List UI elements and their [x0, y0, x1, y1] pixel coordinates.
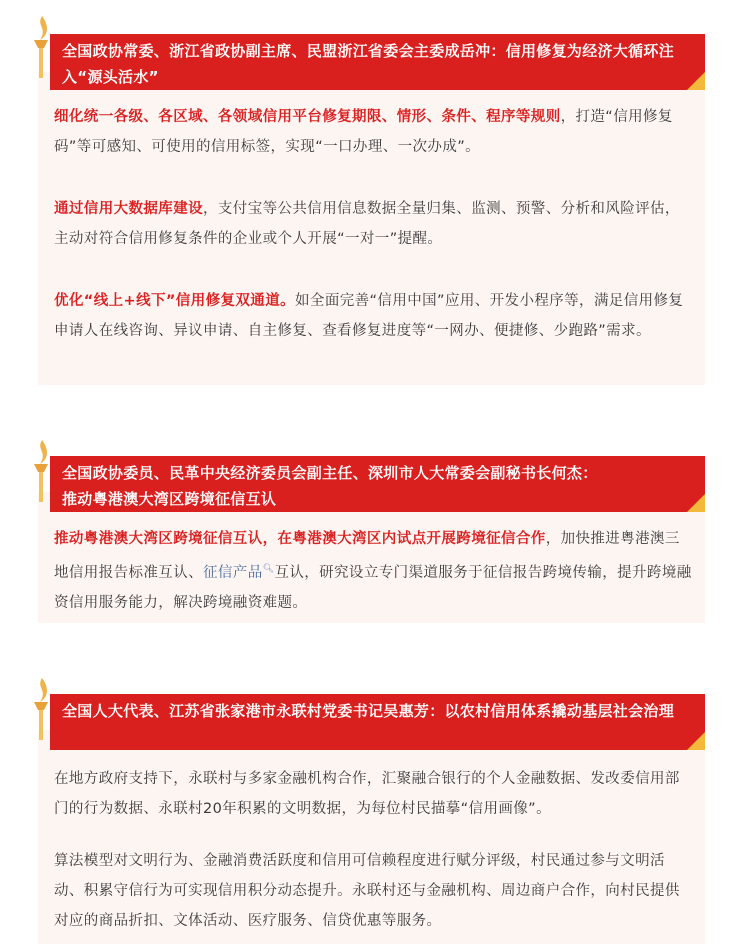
paragraph-2-1	[54, 524, 694, 618]
section-title-1: 全国政协常委、浙江省政协副主席、民盟浙江省委会主委成岳冲：信用修复为经济大循环注入“源头活水”	[62, 42, 675, 86]
body-text: ，打造“信用修复码”等可感知、可使用的信用标签，实现“一口办理、一次办成”。	[54, 109, 673, 155]
body-text: 互认，研究设立专门渠道服务于征信报告跨境传输，提升跨境融资信用服务能力，解决跨境融资难题。	[54, 564, 692, 611]
section-title-3: 全国人大代表、江苏省张家港市永联村党委书记吴惠芳：以农村信用体系撬动基层社会治理	[62, 702, 675, 720]
body-text: 如全面完善“信用中国”应用、开发小程序等，满足信用修复申请人在线咨询、异议申请、自主修复、查看修复进度等“一网办、便捷修、少跑路”需求。	[54, 293, 684, 339]
paragraph-1-2	[54, 194, 694, 254]
section-title-2-line-1: 全国政协委员、民革中央经济委员会副主任、深圳市人大常委会副秘书长何杰：	[62, 464, 598, 482]
section-title-2-line-2: 推动粤港澳大湾区跨境征信互认	[62, 490, 277, 508]
body-text: ，加快推进粤港澳三地信用报告标准互认、	[54, 531, 680, 581]
paragraph-1-3	[54, 286, 694, 346]
highlight-text: 通过信用大数据库建设	[54, 201, 203, 217]
body-text: ，支付宝等公共信用信息数据全量归集、监测、预警、分析和风险评估，主动对符合信用修复条件的企业或个人开展“一对一”提醒。	[54, 201, 680, 247]
highlight-text: 优化“线上+线下”信用修复双通道。	[54, 293, 296, 309]
keyword-link[interactable]: 征信产品🔍︎	[203, 564, 275, 581]
section-title-banner-3	[50, 694, 705, 750]
paragraph-1-1	[54, 102, 694, 162]
highlight-text: 细化统一各级、各区域、各领域信用平台修复期限、情形、条件、程序等规则	[54, 109, 561, 125]
section-title-banner-2	[50, 456, 705, 512]
banner-corner-decoration	[687, 72, 705, 90]
section-title-banner-1	[50, 34, 705, 90]
highlight-text: 推动粤港澳大湾区跨境征信互认，在粤港澳大湾区内试点开展跨境征信合作	[54, 531, 546, 547]
paragraph-3-1: 在地方政府支持下，永联村与多家金融机构合作，汇聚融合银行的个人金融数据、发改委信用部门的行为数据、永联村20年积累的文明数据，为每位村民描摹“信用画像”。	[54, 771, 680, 817]
banner-corner-decoration	[687, 732, 705, 750]
banner-corner-decoration	[687, 494, 705, 512]
search-icon: 🔍︎	[262, 564, 275, 574]
paragraph-3-2: 算法模型对文明行为、金融消费活跃度和信用可信赖程度进行赋分评级，村民通过参与文明活动、积累守信行为可实现信用积分动态提升。永联村还与金融机构、周边商户合作，向村民提供对应的商品折扣、文体活动、医疗服务、信贷优惠等服务。	[54, 853, 680, 929]
